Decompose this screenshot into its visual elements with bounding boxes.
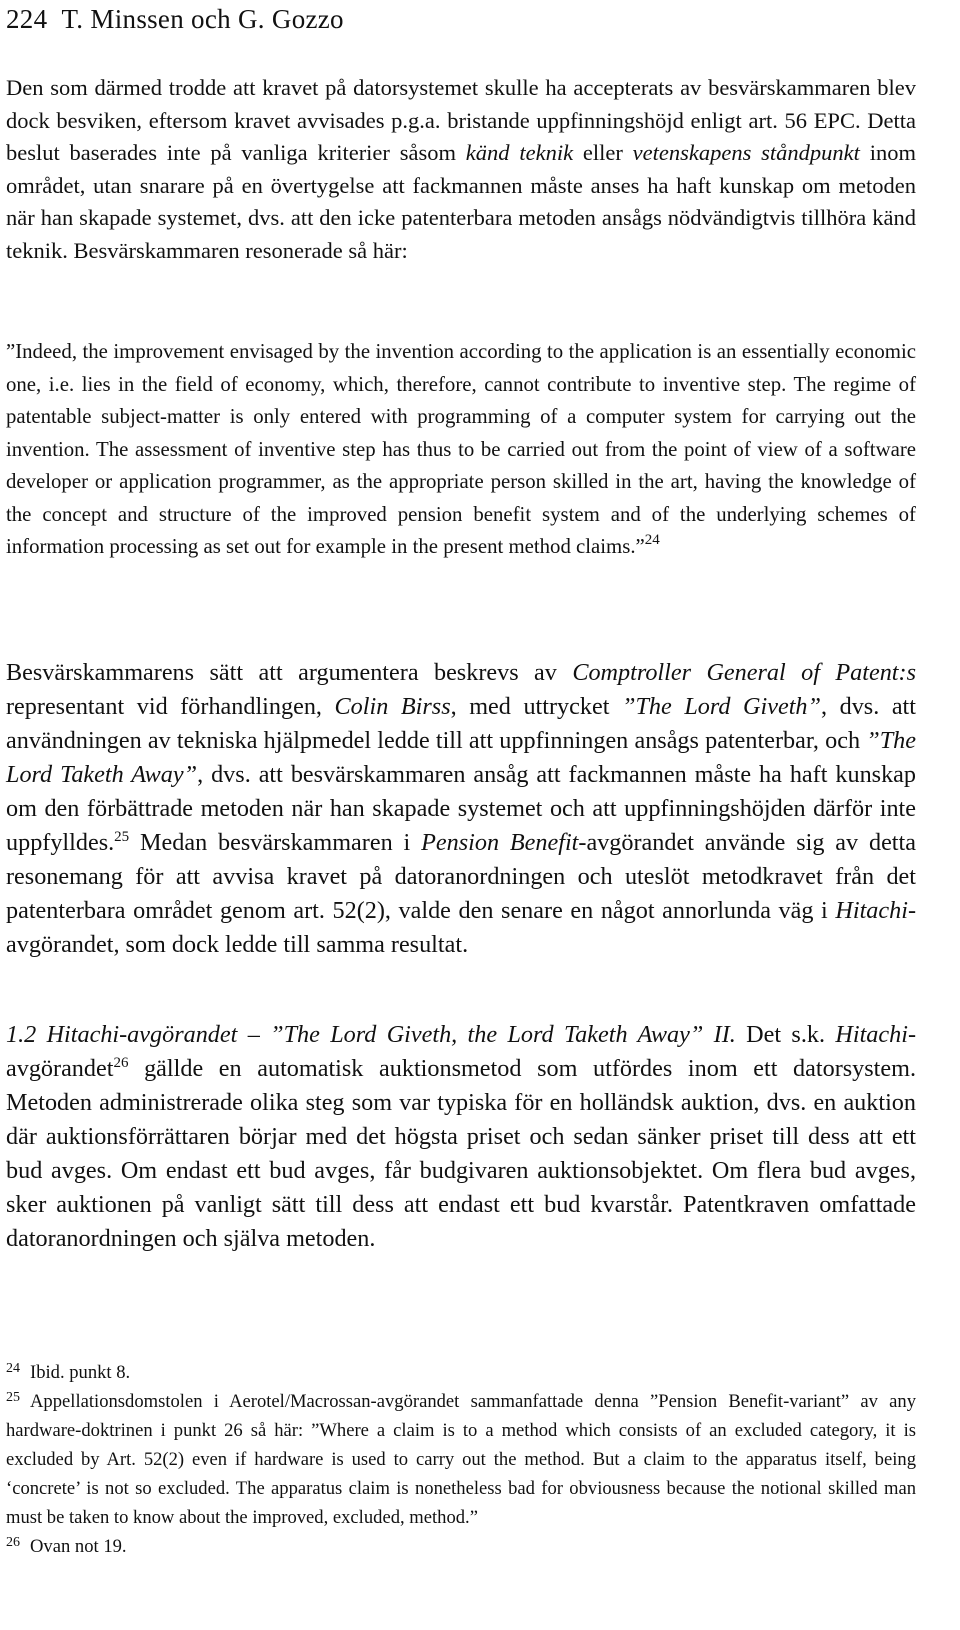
section-heading: 1.2 Hitachi-avgörandet – ”The Lord Giveth, the Lord Taketh Away” II.	[6, 1021, 736, 1048]
page-number: 224	[6, 4, 48, 34]
italic-term: vetenskapens ståndpunkt	[632, 140, 860, 166]
text-run: -avgörandet använde sig av detta resonemang för att avvisa kravet på datoranordningen och uteslöt metodkravet från det patenterbara området genom art. 52(2), valde den senare en något annorlunda väg i	[6, 829, 916, 924]
footnote-ref-25: 25	[114, 829, 130, 845]
italic-term: Colin Birss	[334, 693, 451, 720]
italic-term: känd teknik	[465, 140, 574, 166]
footnote-text: Appellationsdomstolen i Aerotel/Macrossan-avgörandet sammanfattade denna ”Pension Benefit-variant” av any hardware-doktrinen i punkt 26 så här: ”Where a claim is to a method which consists of an excluded category, it is excluded by Art. 52(2) even if hardware is used to carry out the method. But a claim to the apparatus itself, being ‘concrete’ is not so excluded. The apparatus claim is nonetheless bad for obviousness because the notional skilled man must be taken to know about the improved, excluded, method.”	[6, 1391, 916, 1528]
text-run: , dvs. att användningen av tekniska hjälpmedel ledde till att uppfinningen ansågs patenterbar, och	[6, 693, 917, 754]
footnote-text: Ovan not 19.	[30, 1536, 127, 1557]
footnote-24	[6, 1358, 916, 1387]
text-run: eller	[573, 140, 633, 166]
text-run: Besvärskammarens sätt att argumentera beskrevs av	[6, 659, 573, 686]
text-run: , dvs. att besvärskammaren ansåg att fackmannen måste ha haft kunskap om den förbättrade metoden när han skapade systemet och att uppfinningshöjden därför inte uppfylldes.	[6, 761, 916, 856]
italic-term: Hitachi	[835, 897, 908, 924]
quote-text: ”Indeed, the improvement envisaged by the invention according to the application is an essentially economic one, i.e. lies in the field of economy, which, therefore, cannot contribute to inventive step. The regime of patentable subject-matter is only entered with programming of a computer system for carrying out the invention. The assessment of inventive step has thus to be carried out from the point of view of a software developer or application programmer, as the appropriate person skilled in the art, having the knowledge of the concept and structure of the improved pension benefit system and of the underlying schemes of information processing as set out for example in the present method claims.”	[6, 340, 916, 558]
text-run: -avgörandet	[6, 1021, 916, 1082]
text-run: Det s.k.	[735, 1021, 836, 1048]
footnote-26	[6, 1532, 916, 1561]
italic-term: Hitachi	[835, 1021, 908, 1048]
footnote-ref-24: 24	[644, 532, 660, 548]
footnote-text: Ibid. punkt 8.	[30, 1362, 131, 1383]
footnote-number: 24	[6, 1361, 20, 1376]
italic-term: ”The Lord Giveth”	[622, 693, 821, 720]
paragraph-3	[6, 1018, 916, 1256]
block-quote	[6, 336, 916, 564]
footnote-number: 25	[6, 1390, 20, 1405]
paragraph-2	[6, 656, 916, 962]
text-run: gällde en automatisk auktionsmetod som utfördes inom ett datorsystem. Metoden administrerade olika steg som var typiska för en holländsk auktion, dvs. en auktion där auktionsförrättaren börjar med det högsta priset och sedan sänker priset till dess att ett bud avges. Om endast ett bud avges, får budgivaren auktionsobjektet. Om flera bud avges, sker auktionen på vanligt sätt till dess att endast ett bud kvarstår. Patentkraven omfattade datoranordningen och själva metoden.	[6, 1055, 916, 1252]
text-run: representant vid förhandlingen,	[6, 693, 335, 720]
text-run: , med uttrycket	[450, 693, 623, 720]
text-run: -avgörandet, som dock ledde till samma resultat.	[6, 897, 916, 958]
footnotes	[6, 1358, 916, 1561]
footnote-25	[6, 1387, 916, 1532]
text-run: inom området, utan snarare på en övertygelse att fackmannen måste anses ha haft kunskap om metoden när han skapade systemet, dvs. att den icke patenterbara metoden ansågs nödvändigtvis tillhöra känd teknik. Besvärskammaren resonerade så här:	[6, 140, 916, 263]
running-head	[6, 2, 344, 36]
italic-term: ”The Lord Taketh Away”	[6, 727, 916, 788]
footnote-number: 26	[6, 1535, 20, 1550]
paragraph-1	[6, 72, 916, 268]
footnote-ref-26: 26	[113, 1055, 129, 1071]
text-run: Medan besvärskammaren i	[129, 829, 422, 856]
italic-term: Comptroller General of Patent:s	[572, 659, 916, 686]
italic-term: Pension Benefit	[421, 829, 579, 856]
text-run: Den som därmed trodde att kravet på datorsystemet skulle ha accepterats av besvärskammaren blev dock besviken, eftersom kravet avvisades p.g.a. bristande uppfinningshöjd enligt art. 56 EPC. Detta beslut baserades inte på vanliga kriterier såsom	[6, 75, 916, 166]
header-authors: T. Minssen och G. Gozzo	[61, 4, 344, 34]
